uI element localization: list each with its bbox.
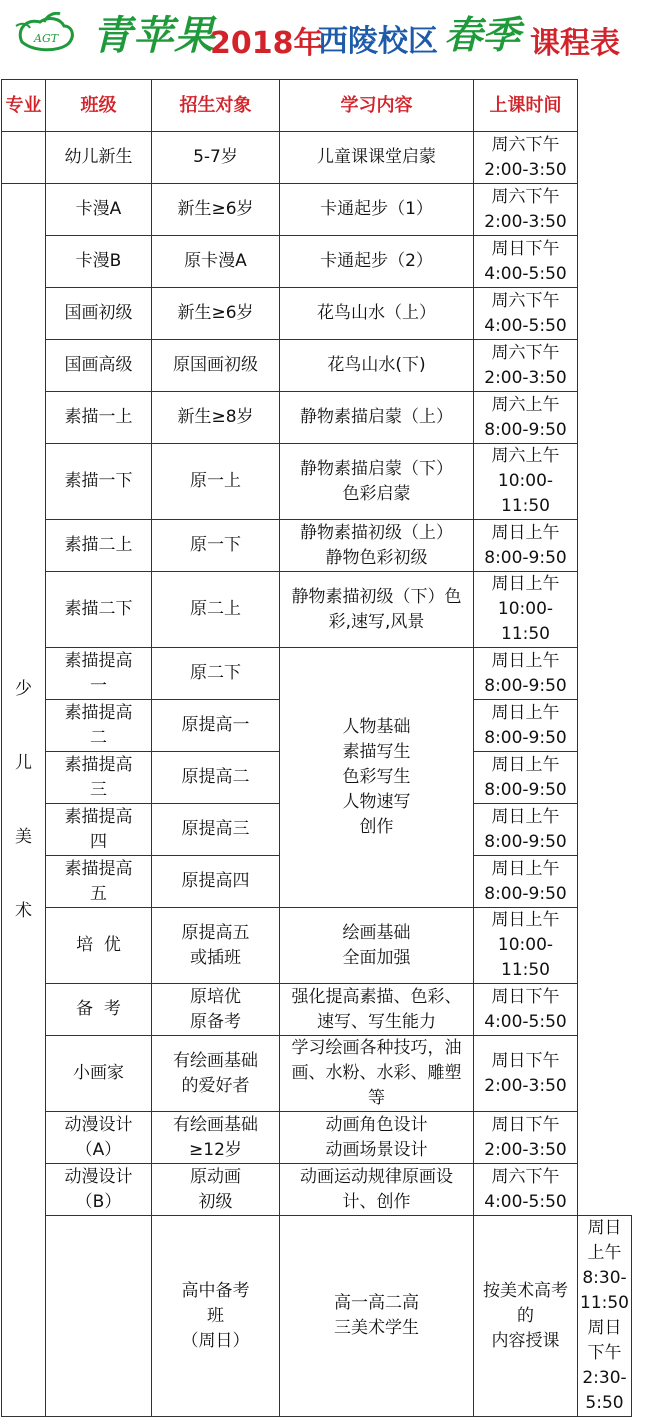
header-major: 专业 (2, 80, 46, 132)
content-cell: 强化提高素描、色彩、 速写、写生能力 (280, 984, 474, 1036)
major-char: 美 (15, 827, 32, 847)
class-cell: 卡漫A (46, 184, 152, 236)
content-cell: 卡通起步（1） (280, 184, 474, 236)
table-row (2, 1036, 632, 1112)
target-cell: 新生≥6岁 (152, 288, 280, 340)
header-class: 班级 (46, 80, 152, 132)
table-row (2, 236, 632, 288)
header-content: 学习内容 (280, 80, 474, 132)
time-cell: 周六下午 4:00-5:50 (474, 288, 578, 340)
time-cell: 周日下午 2:00-3:50 (474, 1036, 578, 1112)
time-cell: 周六上午 8:00-9:50 (474, 392, 578, 444)
time-cell: 周日下午 2:00-3:50 (474, 1112, 578, 1164)
table-row (2, 1216, 632, 1417)
time-cell: 周日上午 8:00-9:50 (474, 752, 578, 804)
class-cell: 高中备考 班 （周日） (152, 1216, 280, 1417)
title-year: 2018年 (210, 26, 324, 61)
title-table: 课程表 (530, 26, 620, 61)
table-row (2, 1112, 632, 1164)
class-cell: 素描提高 四 (46, 804, 152, 856)
class-cell: 动漫设计 （B） (46, 1164, 152, 1216)
table-row (2, 392, 632, 444)
target-cell: 原提高五 或插班 (152, 908, 280, 984)
target-cell: 原提高四 (152, 856, 280, 908)
class-cell: 素描一下 (46, 444, 152, 520)
time-cell: 周日上午 10:00-11:50 (474, 908, 578, 984)
time-cell: 周六下午 2:00-3:50 (474, 132, 578, 184)
class-cell: 动漫设计 （A） (46, 1112, 152, 1164)
content-cell: 按美术高考的 内容授课 (474, 1216, 578, 1417)
major-char: 儿 (15, 753, 32, 773)
header-time: 上课时间 (474, 80, 578, 132)
class-cell: 素描提高 一 (46, 648, 152, 700)
major-cell-empty (2, 132, 46, 184)
class-cell: 卡漫B (46, 236, 152, 288)
target-cell: 原培优 原备考 (152, 984, 280, 1036)
class-cell: 素描二下 (46, 572, 152, 648)
major-kids-art (2, 184, 46, 1417)
class-cell: 备 考 (46, 984, 152, 1036)
title-campus: 西陵校区 (318, 24, 438, 59)
time-cell: 周日上午 8:00-9:50 (474, 520, 578, 572)
table-row (2, 648, 632, 700)
content-cell: 花鸟山水（上） (280, 288, 474, 340)
target-cell: 原二上 (152, 572, 280, 648)
table-row (2, 984, 632, 1036)
content-cell: 静物素描初级（下）色 彩,速写,风景 (280, 572, 474, 648)
table-row (2, 184, 632, 236)
class-cell: 培 优 (46, 908, 152, 984)
class-cell: 素描提高 二 (46, 700, 152, 752)
time-cell: 周日下午 4:00-5:50 (474, 236, 578, 288)
major-char: 术 (15, 901, 32, 921)
brand-name: 青苹果 (92, 12, 215, 59)
content-cell: 儿童课课堂启蒙 (280, 132, 474, 184)
class-cell: 素描二上 (46, 520, 152, 572)
target-cell: 原提高一 (152, 700, 280, 752)
class-cell: 国画高级 (46, 340, 152, 392)
green-apple-logo-icon (14, 12, 90, 52)
content-cell: 卡通起步（2） (280, 236, 474, 288)
header-target: 招生对象 (152, 80, 280, 132)
table-row (2, 1164, 632, 1216)
table-row (2, 572, 632, 648)
content-cell: 静物素描启蒙（上） (280, 392, 474, 444)
logo-text: AGT (34, 32, 59, 45)
target-cell: 有绘画基础 ≥12岁 (152, 1112, 280, 1164)
time-cell: 周日下午 4:00-5:50 (474, 984, 578, 1036)
time-cell: 周六下午 2:00-3:50 (474, 340, 578, 392)
content-cell: 学习绘画各种技巧，油 画、水粉、水彩、雕塑 等 (280, 1036, 474, 1112)
table-row (2, 288, 632, 340)
target-cell: 有绘画基础 的爱好者 (152, 1036, 280, 1112)
target-cell: 新生≥8岁 (152, 392, 280, 444)
time-cell: 周日上午 8:00-9:50 (474, 804, 578, 856)
class-cell: 幼儿新生 (46, 132, 152, 184)
content-cell: 动画角色设计 动画场景设计 (280, 1112, 474, 1164)
time-cell: 周日上午 8:00-9:50 (474, 648, 578, 700)
time-cell: 周六下午 2:00-3:50 (474, 184, 578, 236)
time-cell: 周日上午 8:00-9:50 (474, 856, 578, 908)
time-cell: 周日上午 10:00-11:50 (474, 572, 578, 648)
target-cell: 原提高三 (152, 804, 280, 856)
table-row (2, 520, 632, 572)
time-cell: 周日上午 8:30-11:50 周日下午 2:30-5:50 (578, 1216, 632, 1417)
target-cell: 新生≥6岁 (152, 184, 280, 236)
content-cell: 花鸟山水(下) (280, 340, 474, 392)
table-row (2, 444, 632, 520)
major-char: 少 (15, 679, 32, 699)
advanced-content-cell: 人物基础 素描写生 色彩写生 人物速写 创作 (280, 648, 474, 908)
target-cell: 原国画初级 (152, 340, 280, 392)
target-cell: 原一上 (152, 444, 280, 520)
target-cell: 原二下 (152, 648, 280, 700)
content-cell: 绘画基础 全面加强 (280, 908, 474, 984)
class-cell: 素描一上 (46, 392, 152, 444)
time-cell: 周六上午 10:00-11:50 (474, 444, 578, 520)
class-cell: 素描提高 五 (46, 856, 152, 908)
target-cell: 高一高二高 三美术学生 (280, 1216, 474, 1417)
class-cell: 小画家 (46, 1036, 152, 1112)
content-cell: 静物素描初级（上） 静物色彩初级 (280, 520, 474, 572)
target-cell: 原一下 (152, 520, 280, 572)
table-row (2, 340, 632, 392)
schedule-table (1, 79, 632, 1417)
target-cell: 5-7岁 (152, 132, 280, 184)
target-cell: 原提高二 (152, 752, 280, 804)
page-header (0, 0, 646, 76)
table-row (2, 908, 632, 984)
table-row (2, 132, 632, 184)
target-cell: 原卡漫A (152, 236, 280, 288)
title-season: 春季 (444, 13, 521, 57)
header-row (2, 80, 632, 132)
class-cell: 国画初级 (46, 288, 152, 340)
time-cell: 周六下午 4:00-5:50 (474, 1164, 578, 1216)
major-cell-empty (46, 1216, 152, 1417)
class-cell: 素描提高 三 (46, 752, 152, 804)
content-cell: 动画运动规律原画设 计、创作 (280, 1164, 474, 1216)
target-cell: 原动画 初级 (152, 1164, 280, 1216)
content-cell: 静物素描启蒙（下） 色彩启蒙 (280, 444, 474, 520)
time-cell: 周日上午 8:00-9:50 (474, 700, 578, 752)
